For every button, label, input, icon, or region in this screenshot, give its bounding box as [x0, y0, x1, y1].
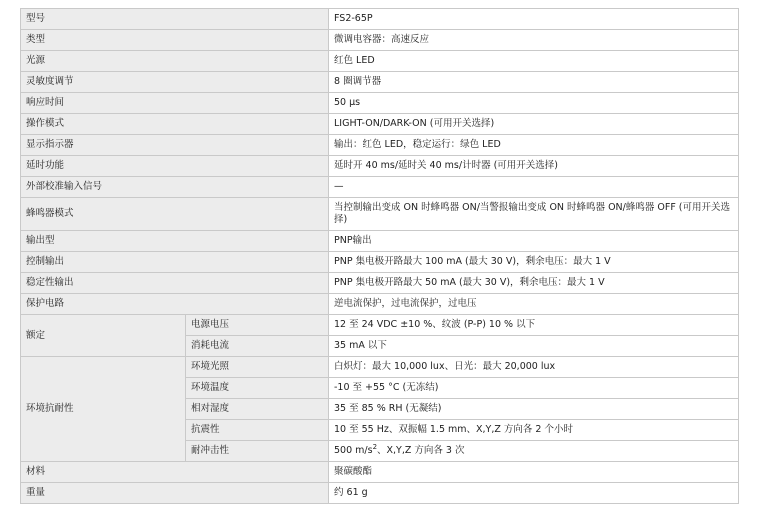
row-value: 12 至 24 VDC ±10 %、纹波 (P-P) 10 % 以下 — [329, 315, 739, 336]
table-row — [21, 135, 739, 156]
sub-label: 电源电压 — [186, 315, 329, 336]
row-label: 类型 — [21, 30, 329, 51]
row-value: 当控制输出变成 ON 时蜂鸣器 ON/当警报输出变成 ON 时蜂鸣器 ON/蜂鸣器 OFF (可用开关选择) — [329, 198, 739, 231]
row-label: 重量 — [21, 483, 329, 504]
row-label: 光源 — [21, 51, 329, 72]
row-value: PNP 集电极开路最大 100 mA (最大 30 V)，剩余电压：最大 1 V — [329, 252, 739, 273]
row-label: 材料 — [21, 462, 329, 483]
table-row — [21, 30, 739, 51]
row-value: FS2-65P — [329, 9, 739, 30]
row-label: 操作模式 — [21, 114, 329, 135]
row-label: 显示指示器 — [21, 135, 329, 156]
sub-label: 相对湿度 — [186, 399, 329, 420]
table-row — [21, 93, 739, 114]
row-value — [329, 441, 739, 462]
row-value: 约 61 g — [329, 483, 739, 504]
row-value: 微调电容器：高速反应 — [329, 30, 739, 51]
table-row — [21, 462, 739, 483]
row-value: 延时开 40 ms/延时关 40 ms/计时器 (可用开关选择) — [329, 156, 739, 177]
shock-value-tail: 、X,Y,Z 方向各 3 次 — [377, 445, 465, 456]
sub-label: 环境温度 — [186, 378, 329, 399]
spec-table — [20, 8, 739, 504]
table-row — [21, 72, 739, 93]
row-value: 逆电流保护，过电流保护，过电压 — [329, 294, 739, 315]
table-row — [21, 252, 739, 273]
table-row — [21, 231, 739, 252]
shock-value-exponent: 2 — [372, 442, 378, 451]
table-row — [21, 294, 739, 315]
table-row — [21, 51, 739, 72]
row-value: 35 mA 以下 — [329, 336, 739, 357]
table-row — [21, 483, 739, 504]
row-value: — — [329, 177, 739, 198]
row-value: PNP输出 — [329, 231, 739, 252]
row-value: 红色 LED — [329, 51, 739, 72]
row-value: 50 μs — [329, 93, 739, 114]
group-label-environment: 环境抗耐性 — [21, 357, 186, 462]
table-row — [21, 357, 739, 378]
row-label: 稳定性输出 — [21, 273, 329, 294]
row-value: 8 圈调节器 — [329, 72, 739, 93]
row-value: 聚碳酸酯 — [329, 462, 739, 483]
sub-label: 消耗电流 — [186, 336, 329, 357]
row-label: 灵敏度调节 — [21, 72, 329, 93]
row-label: 型号 — [21, 9, 329, 30]
group-label-rated: 额定 — [21, 315, 186, 357]
table-row — [21, 9, 739, 30]
sub-label: 抗震性 — [186, 420, 329, 441]
row-value: 输出：红色 LED，稳定运行：绿色 LED — [329, 135, 739, 156]
row-value: 白炽灯：最大 10,000 lux、日光：最大 20,000 lux — [329, 357, 739, 378]
spec-table-container — [20, 8, 739, 504]
row-label: 延时功能 — [21, 156, 329, 177]
row-value: -10 至 +55 °C (无冻结) — [329, 378, 739, 399]
row-value: LIGHT-ON/DARK-ON (可用开关选择) — [329, 114, 739, 135]
row-label: 保护电路 — [21, 294, 329, 315]
row-label: 输出型 — [21, 231, 329, 252]
row-label: 控制输出 — [21, 252, 329, 273]
shock-value-main: 500 m/s — [334, 445, 373, 456]
sub-label: 环境光照 — [186, 357, 329, 378]
row-value: PNP 集电极开路最大 50 mA (最大 30 V)，剩余电压：最大 1 V — [329, 273, 739, 294]
table-row — [21, 198, 739, 231]
row-label: 外部校准输入信号 — [21, 177, 329, 198]
table-row — [21, 156, 739, 177]
table-row — [21, 315, 739, 336]
table-row — [21, 114, 739, 135]
row-value: 35 至 85 % RH (无凝结) — [329, 399, 739, 420]
sub-label: 耐冲击性 — [186, 441, 329, 462]
row-label: 响应时间 — [21, 93, 329, 114]
row-label: 蜂鸣器模式 — [21, 198, 329, 231]
table-row — [21, 177, 739, 198]
table-row — [21, 273, 739, 294]
row-value: 10 至 55 Hz、双振幅 1.5 mm、X,Y,Z 方向各 2 个小时 — [329, 420, 739, 441]
